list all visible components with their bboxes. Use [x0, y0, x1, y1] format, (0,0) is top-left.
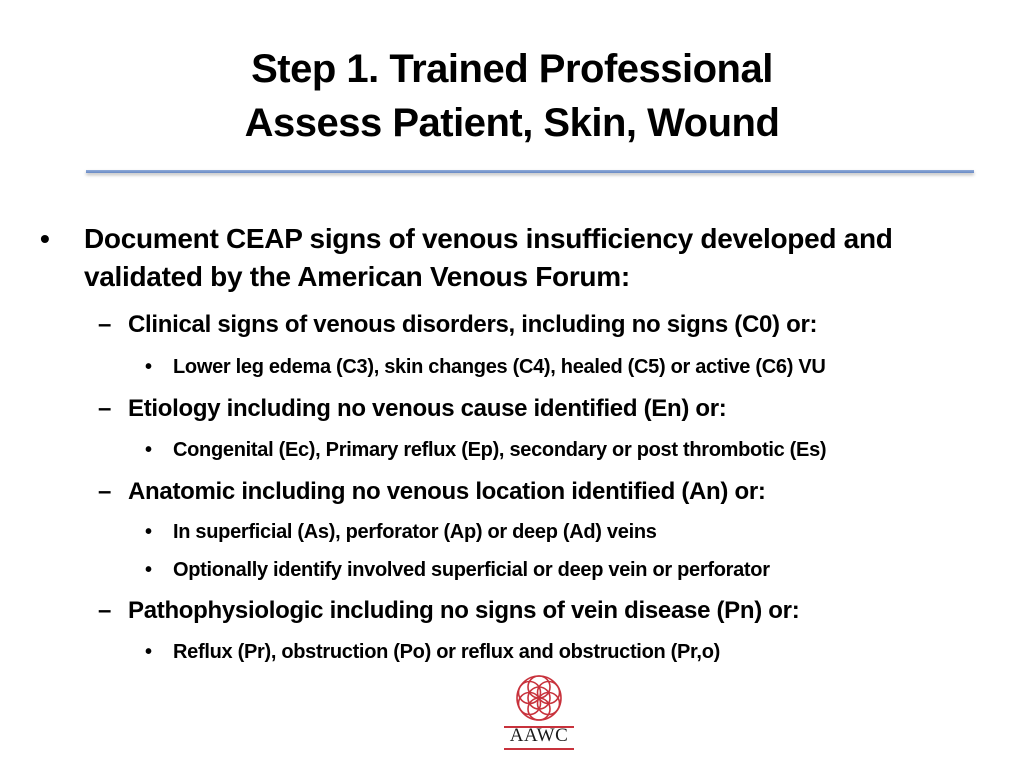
dash-icon: –	[98, 478, 112, 505]
logo-text: AAWC	[509, 725, 569, 746]
slide-title	[0, 42, 1024, 150]
sub-item-text: Clinical signs of venous disorders, including no signs (C0) or:	[128, 311, 818, 338]
sub-item-text: Pathophysiologic including no signs of vein disease (Pn) or:	[128, 597, 800, 624]
bullet-icon: •	[145, 439, 152, 461]
detail-item	[145, 353, 1013, 381]
detail-item-text: Reflux (Pr), obstruction (Po) or reflux and obstruction (Pr,o)	[173, 641, 720, 663]
dash-icon: –	[98, 311, 112, 338]
detail-item-text: Lower leg edema (C3), skin changes (C4), healed (C5) or active (C6) VU	[173, 356, 826, 378]
detail-item	[145, 518, 1013, 546]
bullet-icon: •	[145, 521, 152, 543]
dash-icon: –	[98, 395, 112, 422]
sub-item-etiology	[98, 393, 1008, 425]
sub-item-text: Etiology including no venous cause identified (En) or:	[128, 395, 727, 422]
bullet-icon: •	[145, 641, 152, 663]
detail-item-text: Congenital (Ec), Primary reflux (Ep), secondary or post thrombotic (Es)	[173, 439, 827, 461]
title-line-2: Assess Patient, Skin, Wound	[244, 101, 780, 145]
sub-item-clinical	[98, 309, 1008, 341]
detail-item	[145, 556, 1013, 584]
sub-item-pathophysiologic	[98, 595, 1008, 627]
logo-rule-bottom	[504, 748, 574, 750]
main-bullet-text: Document CEAP signs of venous insufficiency developed and validated by the American Venous Forum:	[84, 223, 893, 292]
title-divider	[86, 170, 974, 173]
sub-item-anatomic	[98, 476, 1008, 508]
dash-icon: –	[98, 597, 112, 624]
title-line-1: Step 1. Trained Professional	[251, 47, 773, 91]
main-bullet	[40, 220, 1004, 296]
bullet-icon: •	[145, 356, 152, 378]
flower-of-life-icon	[507, 666, 571, 730]
detail-item	[145, 638, 1013, 666]
sub-item-text: Anatomic including no venous location identified (An) or:	[128, 478, 766, 505]
detail-item-text: Optionally identify involved superficial or deep vein or perforator	[173, 559, 770, 581]
detail-item-text: In superficial (As), perforator (Ap) or deep (Ad) veins	[173, 521, 657, 543]
detail-item	[145, 436, 1013, 464]
aawc-logo	[502, 666, 576, 752]
bullet-icon: •	[145, 559, 152, 581]
bullet-icon: •	[40, 223, 50, 254]
